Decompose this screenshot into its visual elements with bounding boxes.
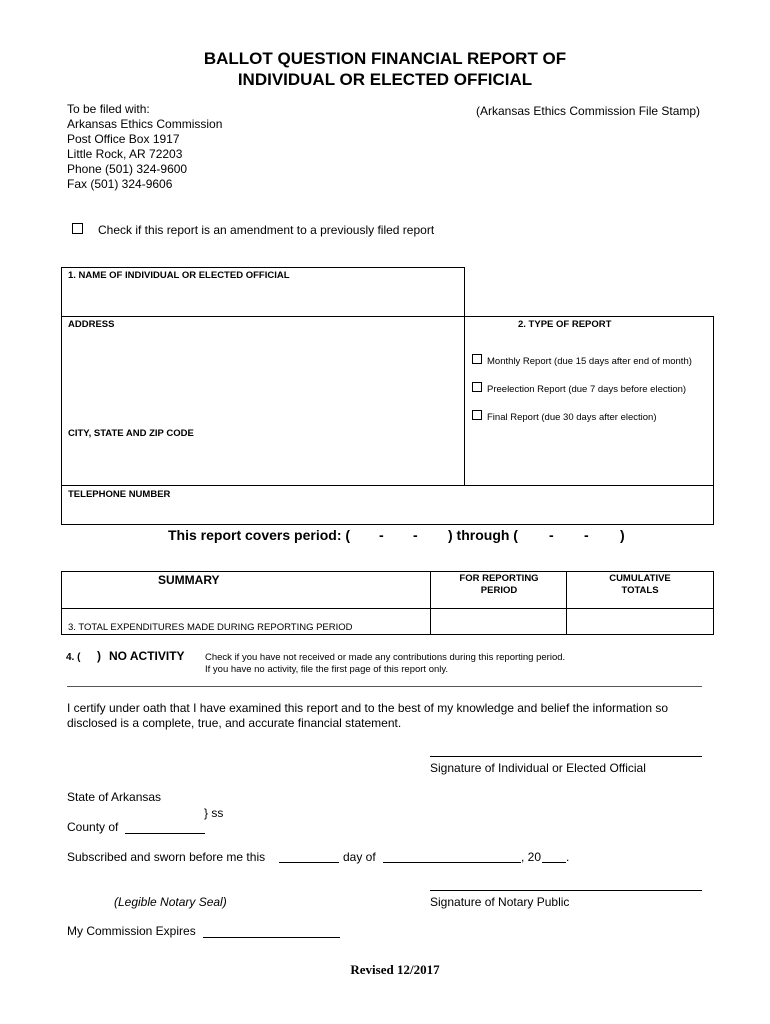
notary-signature-label: Signature of Notary Public bbox=[430, 895, 570, 909]
col-for-reporting-period: FOR REPORTING PERIOD bbox=[459, 573, 539, 596]
telephone-field[interactable] bbox=[68, 502, 698, 520]
section1-name-bottom bbox=[61, 316, 714, 317]
notary-seal-label: (Legible Notary Seal) bbox=[114, 895, 227, 909]
year-field[interactable] bbox=[542, 847, 566, 862]
no-activity-label: NO ACTIVITY bbox=[109, 649, 185, 663]
section2-right-border bbox=[713, 316, 714, 525]
fax-line: Fax (501) 324-9606 bbox=[67, 177, 173, 191]
official-signature-line[interactable] bbox=[430, 756, 702, 757]
county-label: County of bbox=[67, 820, 119, 834]
subscribed-label: Subscribed and sworn before me this bbox=[67, 850, 266, 864]
no-activity-note1: Check if you have not received or made any contributions during this reporting period. bbox=[205, 652, 566, 663]
section-divider bbox=[464, 267, 465, 485]
year-suffix: . bbox=[566, 850, 570, 864]
telephone-label: TELEPHONE NUMBER bbox=[68, 489, 171, 500]
summary-col-divider1 bbox=[430, 571, 431, 635]
filing-address bbox=[67, 102, 222, 192]
phone-line: Phone (501) 324-9600 bbox=[67, 162, 188, 176]
certification-text-line1: I certify under oath that I have examined this report and to the best of my knowledge and belief the information so bbox=[67, 701, 669, 715]
period-end-dash2: - bbox=[584, 527, 589, 543]
county-blank-line bbox=[125, 833, 205, 834]
state-label: State of Arkansas bbox=[67, 790, 162, 804]
summary-top-border bbox=[61, 571, 714, 572]
certification-text-line2: disclosed is a complete, true, and accurate financial statement. bbox=[67, 716, 402, 730]
section1-left-border bbox=[61, 267, 62, 525]
commission-expires-label: My Commission Expires bbox=[67, 924, 196, 938]
name-label: 1. NAME OF INDIVIDUAL OR ELECTED OFFICIAL bbox=[68, 270, 290, 281]
to-be-filed-label: To be filed with: bbox=[67, 102, 150, 116]
amendment-checkbox[interactable] bbox=[72, 223, 83, 234]
year-prefix: , 20 bbox=[521, 850, 542, 864]
day-blank-line bbox=[279, 862, 339, 863]
monthly-report-label: Monthly Report (due 15 days after end of month) bbox=[487, 356, 692, 367]
commission-expires-line bbox=[203, 937, 340, 938]
period-close-paren: ) bbox=[620, 527, 625, 543]
ss-label: } ss bbox=[204, 806, 224, 820]
address-field[interactable] bbox=[68, 340, 458, 362]
period-end-dash1: - bbox=[549, 527, 554, 543]
total-expenditures-label: 3. TOTAL EXPENDITURES MADE DURING REPORTING PERIOD bbox=[68, 622, 353, 633]
summary-col-divider2 bbox=[566, 571, 567, 635]
preelection-report-label: Preelection Report (due 7 days before election) bbox=[487, 384, 687, 395]
amendment-label: Check if this report is an amendment to a previously filed report bbox=[98, 223, 435, 237]
city-line: Little Rock, AR 72203 bbox=[67, 147, 183, 161]
revised-date: Revised 12/2017 bbox=[350, 962, 440, 977]
file-stamp-label: (Arkansas Ethics Commission File Stamp) bbox=[476, 104, 701, 118]
no-activity-number: 4. ( bbox=[66, 652, 81, 663]
notary-signature-line[interactable] bbox=[430, 890, 702, 891]
form-title-line1: BALLOT QUESTION FINANCIAL REPORT OF bbox=[203, 49, 567, 68]
po-box: Post Office Box 1917 bbox=[67, 132, 180, 146]
final-report-checkbox[interactable] bbox=[472, 410, 482, 420]
total-expenditures-period-field[interactable] bbox=[434, 612, 562, 632]
section1-top-border bbox=[61, 267, 465, 268]
report-type-heading: 2. TYPE OF REPORT bbox=[518, 319, 612, 330]
summary-right-border bbox=[713, 571, 714, 635]
section1-city-bottom bbox=[61, 485, 714, 486]
city-state-zip-field[interactable] bbox=[68, 448, 458, 470]
monthly-report-checkbox[interactable] bbox=[472, 354, 482, 364]
month-field[interactable] bbox=[383, 847, 521, 862]
summary-left-border bbox=[61, 571, 62, 635]
summary-heading: SUMMARY bbox=[158, 573, 220, 587]
day-of-label: day of bbox=[343, 850, 376, 864]
col-cumulative-totals: CUMULATIVE TOTALS bbox=[609, 573, 671, 596]
name-field[interactable] bbox=[68, 288, 458, 310]
year-blank-line bbox=[542, 862, 566, 863]
report-period-label: This report covers period: ( bbox=[168, 527, 351, 543]
form-title-line2: INDIVIDUAL OR ELECTED OFFICIAL bbox=[237, 70, 533, 89]
month-blank-line bbox=[383, 862, 521, 863]
agency-name: Arkansas Ethics Commission bbox=[67, 117, 223, 131]
summary-header-bottom bbox=[61, 608, 714, 609]
final-report-label: Final Report (due 30 days after election) bbox=[487, 412, 657, 423]
period-through-label: ) through ( bbox=[448, 527, 518, 543]
period-start-dash2: - bbox=[413, 527, 418, 543]
day-field[interactable] bbox=[279, 847, 339, 862]
commission-expires-field[interactable] bbox=[203, 921, 340, 936]
no-activity-paren-close: ) bbox=[97, 649, 101, 663]
period-start-dash1: - bbox=[379, 527, 384, 543]
city-state-zip-label: CITY, STATE AND ZIP CODE bbox=[68, 428, 194, 439]
no-activity-separator bbox=[67, 686, 702, 687]
address-label: ADDRESS bbox=[68, 319, 115, 330]
total-expenditures-cumulative-field[interactable] bbox=[570, 612, 710, 632]
preelection-report-checkbox[interactable] bbox=[472, 382, 482, 392]
no-activity-note2: If you have no activity, file the first page of this report only. bbox=[205, 664, 449, 675]
summary-bottom-border bbox=[61, 634, 714, 635]
section1-bottom-border bbox=[61, 524, 714, 525]
county-field[interactable] bbox=[125, 817, 205, 832]
official-signature-label: Signature of Individual or Elected Official bbox=[430, 761, 646, 775]
